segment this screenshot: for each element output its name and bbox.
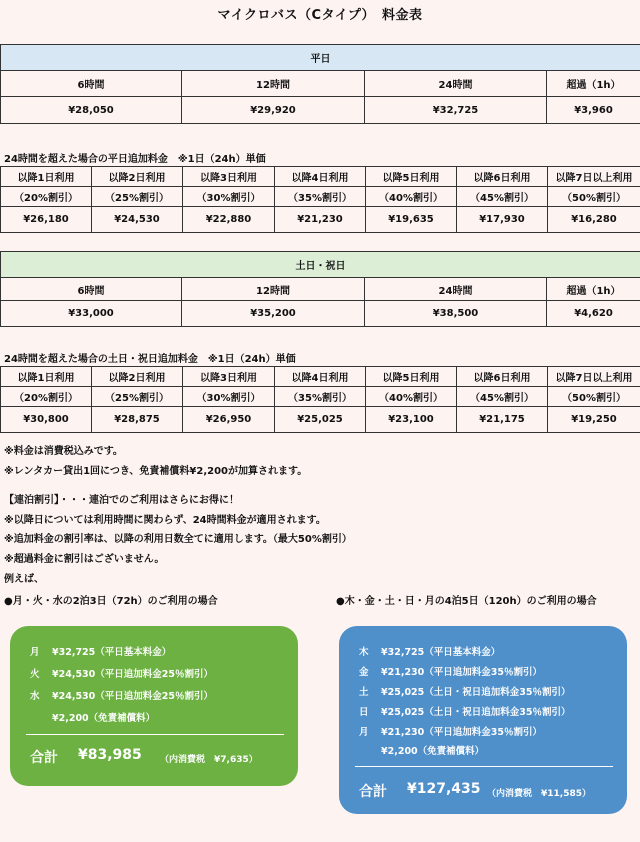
note-line: 例えば、 — [4, 573, 44, 585]
price-cell: ¥23,100 — [366, 407, 457, 433]
price-cell: ¥35,200 — [182, 301, 365, 327]
note-line: ※料金は消費税込みです。 — [4, 446, 123, 457]
discount-cell: （20%割引） — [1, 387, 92, 407]
breakdown-line — [30, 644, 171, 658]
discount-cell: （25%割引） — [92, 387, 183, 407]
price-cell: ¥4,620 — [547, 301, 640, 327]
line-text: ¥2,200（免責補償料） — [381, 746, 485, 757]
price-cell: ¥22,880 — [183, 207, 275, 233]
line-text: ¥21,230（平日追加料金35％割引） — [381, 667, 542, 678]
breakdown-line — [359, 664, 542, 678]
price-cell: ¥28,050 — [1, 97, 182, 124]
line-text: ¥25,025（土日・祝日追加料金35％割引） — [381, 707, 571, 718]
line-text: ¥2,200（免責補償料） — [52, 713, 156, 724]
discount-cell: （50%割引） — [548, 187, 640, 207]
weekday-extra-table — [0, 166, 640, 233]
weekday-rate-table — [0, 44, 640, 124]
day-header: 以降1日利用 — [1, 367, 92, 387]
line-text: ¥24,530（平日追加料金25％割引） — [52, 691, 213, 702]
discount-cell: （30%割引） — [183, 387, 275, 407]
discount-cell: （40%割引） — [366, 187, 457, 207]
day-header: 以降5日利用 — [366, 367, 457, 387]
day-label: 火 — [30, 669, 40, 680]
column-header: 超過（1h） — [547, 278, 640, 301]
column-header: 12時間 — [182, 278, 365, 301]
day-header: 以降6日利用 — [457, 167, 548, 187]
discount-cell: （35%割引） — [275, 187, 366, 207]
discount-cell: （45%割引） — [457, 187, 548, 207]
holiday-extra-title: 24時間を超えた場合の土日・祝日追加料金 ※1日（24h）単価 — [4, 354, 296, 365]
day-label: 木 — [359, 647, 369, 658]
breakdown-line — [359, 743, 484, 757]
divider — [355, 766, 613, 767]
discount-cell: （45%割引） — [457, 387, 548, 407]
example-left-panel — [10, 626, 298, 786]
line-text: ¥25,025（土日・祝日追加料金35％割引） — [381, 687, 571, 698]
divider — [26, 734, 284, 735]
example-left-label: ●月・火・水の2泊3日（72h）のご利用の場合 — [4, 596, 218, 607]
price-cell: ¥25,025 — [275, 407, 366, 433]
holiday-header: 土日・祝日 — [1, 252, 640, 278]
breakdown-line — [30, 666, 213, 680]
price-cell: ¥21,230 — [275, 207, 366, 233]
day-label: 月 — [30, 647, 40, 658]
weekday-extra-title: 24時間を超えた場合の平日追加料金 ※1日（24h）単価 — [4, 154, 266, 165]
price-cell: ¥19,250 — [548, 407, 640, 433]
breakdown-line — [30, 688, 213, 702]
weekday-header: 平日 — [1, 45, 640, 71]
price-cell: ¥16,280 — [548, 207, 640, 233]
discount-cell: （50%割引） — [548, 387, 640, 407]
day-header: 以降4日利用 — [275, 367, 366, 387]
day-header: 以降4日利用 — [275, 167, 366, 187]
discount-cell: （25%割引） — [92, 187, 183, 207]
note-line: 【連泊割引】・・・連泊でのご利用はさらにお得に！ — [4, 495, 239, 507]
holiday-extra-table — [0, 366, 640, 433]
price-cell: ¥32,725 — [365, 97, 547, 124]
day-label: 水 — [30, 691, 40, 702]
note-line: ※超過料金に割引はございません。 — [4, 553, 165, 565]
day-header: 以降1日利用 — [1, 167, 92, 187]
day-label: 金 — [359, 667, 369, 678]
day-label: 土 — [359, 687, 369, 698]
column-header: 24時間 — [365, 71, 547, 97]
breakdown-line — [359, 684, 571, 698]
line-text: ¥32,725（平日基本料金） — [381, 647, 501, 658]
day-header: 以降3日利用 — [183, 167, 275, 187]
line-text: ¥21,230（平日追加料金35％割引） — [381, 727, 542, 738]
price-cell: ¥19,635 — [366, 207, 457, 233]
line-text: ¥24,530（平日追加料金25％割引） — [52, 669, 213, 680]
day-label: 日 — [359, 707, 369, 718]
breakdown-line — [30, 710, 155, 724]
day-header: 以降5日利用 — [366, 167, 457, 187]
price-cell: ¥17,930 — [457, 207, 548, 233]
price-cell: ¥26,180 — [1, 207, 92, 233]
discount-cell: （30%割引） — [183, 187, 275, 207]
total-value: ¥127,435 — [407, 781, 481, 797]
price-cell: ¥26,950 — [183, 407, 275, 433]
price-cell: ¥28,875 — [92, 407, 183, 433]
holiday-rate-table — [0, 251, 640, 327]
price-cell: ¥21,175 — [457, 407, 548, 433]
breakdown-line — [359, 724, 542, 738]
total-value: ¥83,985 — [78, 747, 142, 763]
price-cell: ¥24,530 — [92, 207, 183, 233]
day-header: 以降2日利用 — [92, 367, 183, 387]
day-header: 以降6日利用 — [457, 367, 548, 387]
day-header: 以降7日以上利用 — [548, 367, 640, 387]
column-header: 6時間 — [1, 278, 182, 301]
note-line: ※以降日については利用時間に関わらず、24時間料金が適用されます。 — [4, 514, 326, 526]
day-header: 以降2日利用 — [92, 167, 183, 187]
price-cell: ¥3,960 — [547, 97, 640, 124]
discount-cell: （35%割引） — [275, 387, 366, 407]
line-text: ¥32,725（平日基本料金） — [52, 647, 172, 658]
note-line: ※追加料金の割引率は、以降の利用日数全てに適用します。（最大50%割引） — [4, 534, 352, 546]
breakdown-line — [359, 644, 500, 658]
price-cell: ¥33,000 — [1, 301, 182, 327]
example-right-panel — [339, 626, 627, 814]
column-header: 超過（1h） — [547, 71, 640, 97]
day-header: 以降7日以上利用 — [548, 167, 640, 187]
price-cell: ¥30,800 — [1, 407, 92, 433]
day-header: 以降3日利用 — [183, 367, 275, 387]
day-label: 月 — [359, 727, 369, 738]
page-title: マイクロバス（Cタイプ） 料金表 — [217, 8, 423, 23]
note-line: ※レンタカー貸出1回につき、免責補償料¥2,200が加算されます。 — [4, 465, 308, 477]
price-cell: ¥38,500 — [365, 301, 547, 327]
notes-block — [4, 442, 352, 589]
total-label: 合計 — [359, 784, 387, 800]
column-header: 6時間 — [1, 71, 182, 97]
tax-note: （内消費税 ¥7,635） — [160, 755, 258, 765]
breakdown-line — [359, 704, 571, 718]
example-right-label: ●木・金・土・日・月の4泊5日（120h）のご利用の場合 — [336, 596, 597, 607]
discount-cell: （40%割引） — [366, 387, 457, 407]
tax-note: （内消費税 ¥11,585） — [487, 789, 591, 799]
price-cell: ¥29,920 — [182, 97, 365, 124]
discount-cell: （20%割引） — [1, 187, 92, 207]
column-header: 24時間 — [365, 278, 547, 301]
column-header: 12時間 — [182, 71, 365, 97]
total-label: 合計 — [30, 750, 58, 766]
